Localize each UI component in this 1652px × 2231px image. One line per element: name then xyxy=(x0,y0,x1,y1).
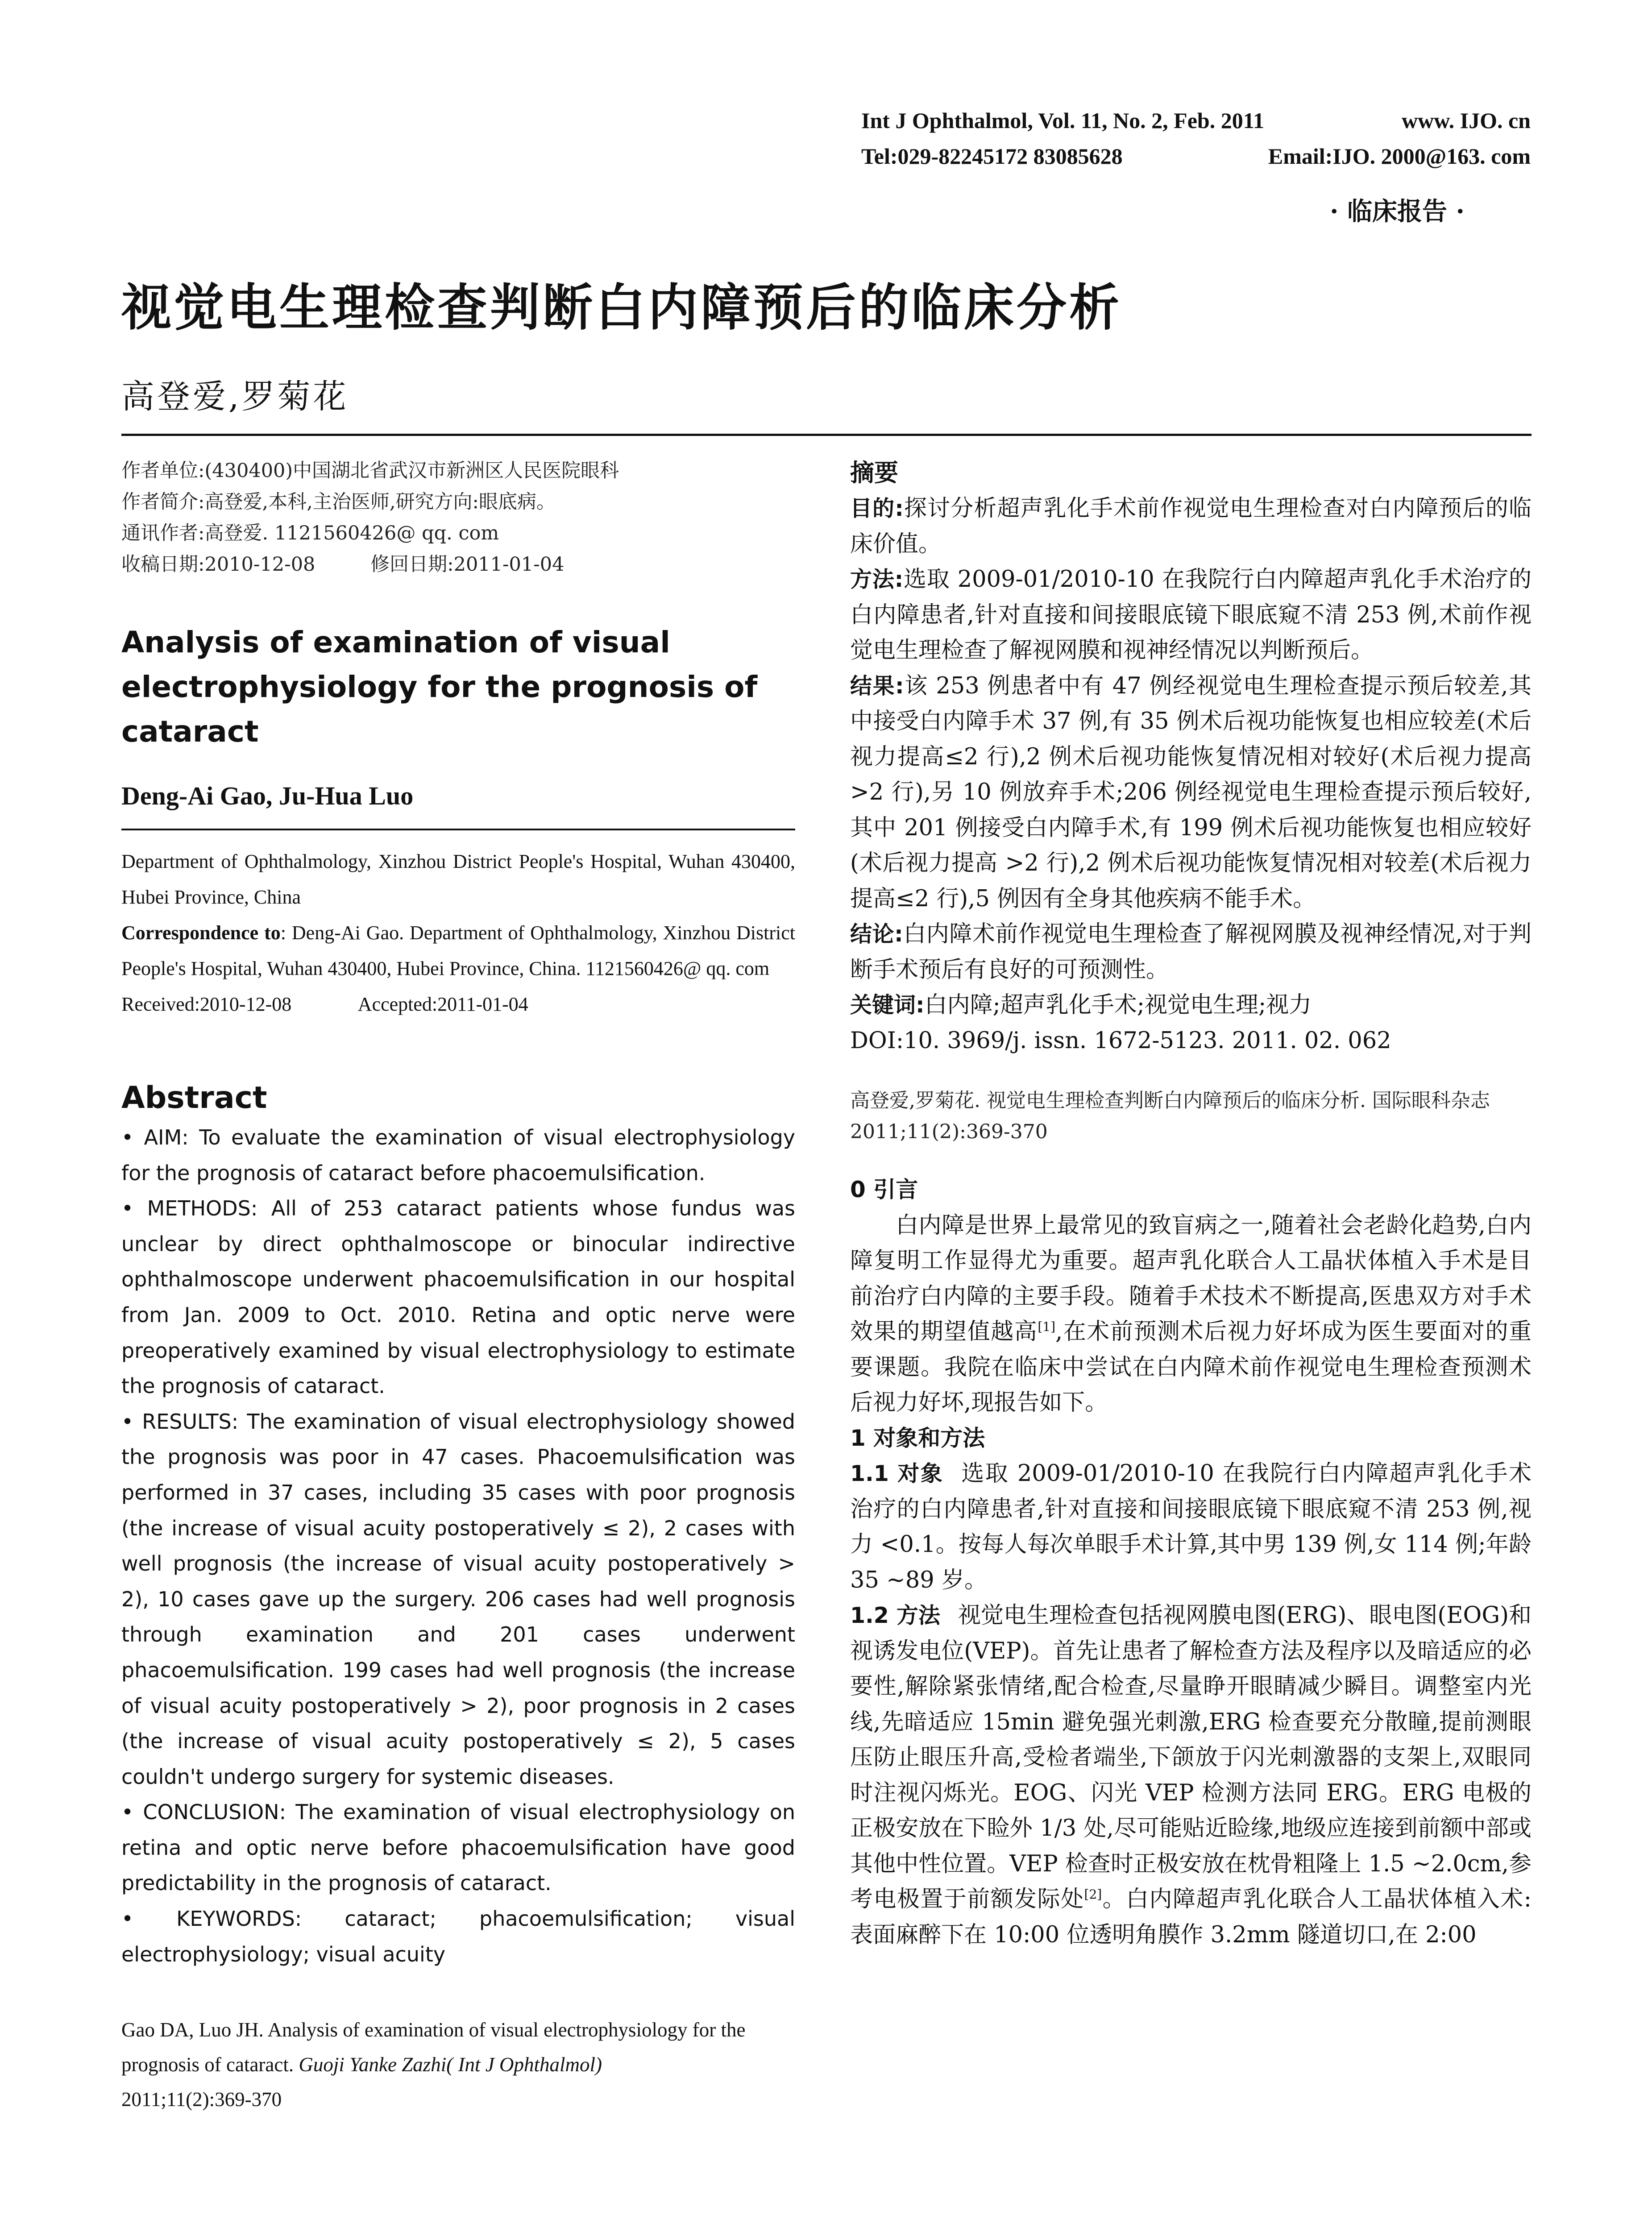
authors-cn: 高登爱,罗菊花 xyxy=(121,377,349,416)
author-bio: 作者简介:高登爱,本科,主治医师,研究方向:眼底病。 xyxy=(121,491,556,513)
zh-aim-text: 探讨分析超声乳化手术前作视觉电生理检查对白内障预后的临床价值。 xyxy=(850,495,1532,557)
subjects-label: 1.1 对象 xyxy=(850,1461,944,1486)
abstract-methods: • METHODS: All of 253 cataract patients whose fundus was unclear by direct ophthalmoscope or binocular indirective ophthalmoscope underwent phacoemulsification in our hospital from Jan. 2009 to Oct. 2010. Retina and optic nerve were preoperatively examined by visual electrophysiology to estimate the prognosis of cataract. xyxy=(121,1196,795,1398)
zh-doi[interactable]: DOI:10. 3969/j. issn. 1672-5123. 2011. 02. 062 xyxy=(850,1027,1391,1054)
citation-en-text: Gao DA, Luo JH. Analysis of examination of visual electrophysiology for the prognosis of cataract. xyxy=(121,2019,746,2076)
methods-subjects: 1.1 对象 选取 2009-01/2010-10 在我院行白内障超声乳化手术治疗的白内障患者,针对直接和间接眼底镜下眼底窥不清 253 例,视力 <0.1。按每人每次单眼手术计算,其中男 139 例,女 114 例;年龄 35 ~89 岁。 xyxy=(850,1460,1532,1593)
zh-abstract-heading: 摘要 xyxy=(850,459,898,487)
page-title: 视觉电生理检查判断白内障预后的临床分析 xyxy=(121,279,1122,337)
zh-aim xyxy=(850,491,1532,562)
zh-results xyxy=(850,668,1532,917)
correspondence-text: : Deng-Ai Gao. Department of Ophthalmology, Xinzhou District People's Hospital, Wuhan 430400, Hubei Province, China. 1121560426@ qq. com xyxy=(121,922,795,979)
zh-keywords xyxy=(850,987,1532,1023)
received-date-cn: 收稿日期:2010-12-08 xyxy=(121,553,315,576)
zh-aim-label: 目的: xyxy=(850,496,904,521)
citation-en-ref: 2011;11(2):369-370 xyxy=(121,2088,282,2111)
correspondence-en xyxy=(121,915,795,987)
introduction xyxy=(850,1172,1532,1953)
department: Department of Ophthalmology, Xinzhou District People's Hospital, Wuhan 430400, Hubei Province, China xyxy=(121,850,795,908)
author-unit: 作者单位:(430400)中国湖北省武汉市新洲区人民医院眼科 xyxy=(121,460,619,482)
section-tag: · 临床报告 · xyxy=(1330,197,1465,226)
journal-website[interactable]: www. IJO. cn xyxy=(1402,108,1531,133)
zh-keywords-label: 关键词: xyxy=(850,992,925,1018)
citation-ref-1[interactable]: [1] xyxy=(1038,1319,1055,1334)
abstract-conclusion: • CONCLUSION: The examination of visual electrophysiology on retina and optic nerve before phacoemulsification have good predictability in the prognosis of cataract. xyxy=(121,1800,795,1895)
intro-heading: 0 引言 xyxy=(850,1177,918,1203)
zh-results-text: 该 253 例患者中有 47 例经视觉电生理检查提示预后较差,其中接受白内障手术 37 例,有 35 例术后视功能恢复也相应较差(术后视力提高≤2 行),2 例术后视功能恢复情况相对较好(术后视力提高 >2 行),另 10 例放弃手术;206 例经视觉电生理检查提示预后较好,其中 201 例接受白内障手术,有 199 例术后视功能恢复也相应较好(术后视力提高 >2 行),2 例术后视功能恢复情况相对较差(术后视力提高≤2 行),5 例因有全身其他疾病不能手术。 xyxy=(850,672,1532,912)
citation-en xyxy=(121,2012,795,2117)
abstract-aim: • AIM: To evaluate the examination of visual electrophysiology for the prognosis of cataract before phacoemulsification. xyxy=(121,1125,795,1185)
methods-procedure: 1.2 方法 视觉电生理检查包括视网膜电图(ERG)、眼电图(EOG)和视诱发电位(VEP)。首先让患者了解检查方法及程序以及暗适应的必要性,解除紧张情绪,配合检查,尽量睁开眼睛减少瞬目。调整室内光线,先暗适应 15min 避免强光刺激,ERG 检查要充分散瞳,提前测眼压防止眼压升高,受检者端坐,下颌放于闪光刺激器的支架上,双眼同时注视闪烁光。EOG、闪光 VEP 检测方法同 ERG。ERG 电极的正极安放在下睑外 1/3 处,尽可能贴近睑缘,地级应连接到前额中部或其他中性位置。VEP 检查时正极安放在枕骨粗隆上 1.5 ~2.0cm,参考电极置于前额发际处[2]。白内障超声乳化联合人工晶状体植入术:表面麻醉下在 10:00 位透明角膜作 3.2mm 隧道切口,在 2:00 xyxy=(850,1602,1532,1948)
citation-en-journal: Guoji Yanke Zazhi( Int J Ophthalmol) xyxy=(299,2053,602,2076)
methods-heading: 1 对象和方法 xyxy=(850,1425,985,1451)
author-divider xyxy=(121,829,795,830)
zh-keywords-text: 白内障;超声乳化手术;视觉电生理;视力 xyxy=(924,992,1312,1018)
revised-date-cn: 修回日期:2011-01-04 xyxy=(370,553,565,576)
zh-methods xyxy=(850,562,1532,668)
zh-abstract-body xyxy=(850,491,1532,1058)
abstract-heading: Abstract xyxy=(121,1080,267,1116)
author-meta-cn xyxy=(121,455,795,580)
zh-methods-label: 方法: xyxy=(850,567,904,592)
abstract-body xyxy=(121,1120,795,1972)
english-authors: Deng-Ai Gao, Ju-Hua Luo xyxy=(121,781,414,810)
correspondence-label: Correspondence to xyxy=(121,922,281,944)
journal-info: Int J Ophthalmol, Vol. 11, No. 2, Feb. 2011 xyxy=(861,108,1264,133)
journal-header xyxy=(861,103,1531,174)
correspondence-cn: 通讯作者:高登爱. 1121560426@ qq. com xyxy=(121,522,499,544)
procedure-label: 1.2 方法 xyxy=(850,1603,940,1628)
zh-methods-text: 选取 2009-01/2010-10 在我院行白内障超声乳化手术治疗的白内障患者,针对直接和间接眼底镜下眼底窥不清 253 例,术前作视觉电生理检查了解视网膜和视神经情况以判断预后。 xyxy=(850,566,1532,663)
abstract-keywords: • KEYWORDS: cataract; phacoemulsification; visual electrophysiology; visual acuity xyxy=(121,1907,795,1966)
abstract-results: • RESULTS: The examination of visual electrophysiology showed the prognosis was poor in 47 cases. Phacoemulsification was performed in 37 cases, including 35 cases with poor prognosis (the increase of visual acuity postoperatively ≤ 2), 2 cases with well prognosis (the increase of visual acuity postoperatively > 2), 10 cases gave up the surgery. 206 cases had well prognosis through examination and 201 cases underwent phacoemulsification. 199 cases had well prognosis (the increase of visual acuity postoperatively > 2), poor prognosis in 2 cases (the increase of visual acuity postoperatively ≤ 2), 5 cases couldn't undergo surgery for systemic diseases. xyxy=(121,1409,795,1789)
citation-cn: 高登爱,罗菊花. 视觉电生理检查判断白内障预后的临床分析. 国际眼科杂志 2011;11(2):369-370 xyxy=(850,1089,1490,1143)
zh-conclusion-label: 结论: xyxy=(850,921,903,947)
received-date-en: Received:2010-12-08 xyxy=(121,993,292,1015)
zh-conclusion-text: 白内障术前作视觉电生理检查了解视网膜及视神经情况,对于判断手术预后有良好的可预测性。 xyxy=(850,921,1532,983)
title-divider xyxy=(121,434,1532,436)
zh-results-label: 结果: xyxy=(850,673,904,699)
left-column xyxy=(121,455,795,2117)
right-column xyxy=(850,455,1532,1953)
english-affiliation xyxy=(121,844,795,1022)
dates-en xyxy=(121,987,795,1022)
citation-ref-2[interactable]: [2] xyxy=(1084,1887,1102,1902)
zh-conclusion xyxy=(850,916,1532,987)
journal-email[interactable]: Email:IJO. 2000@163. com xyxy=(1268,144,1531,169)
dates-cn xyxy=(121,549,795,580)
journal-tel: Tel:029-82245172 83085628 xyxy=(861,144,1123,169)
accepted-date-en: Accepted:2011-01-04 xyxy=(357,993,528,1015)
intro-paragraph: 白内障是世界上最常见的致盲病之一,随着社会老龄化趋势,白内障复明工作显得尤为重要。超声乳化联合人工晶状体植入手术是目前治疗白内障的主要手段。随着手术技术不断提高,医患双方对手术效果的期望值越高[1],在术前预测术后视力好坏成为医生要面对的重要课题。我院在临床中尝试在白内障术前作视觉电生理检查预测术后视力好坏,现报告如下。 xyxy=(850,1212,1532,1416)
english-title: Analysis of examination of visual electrophysiology for the prognosis of cataract xyxy=(121,625,758,749)
